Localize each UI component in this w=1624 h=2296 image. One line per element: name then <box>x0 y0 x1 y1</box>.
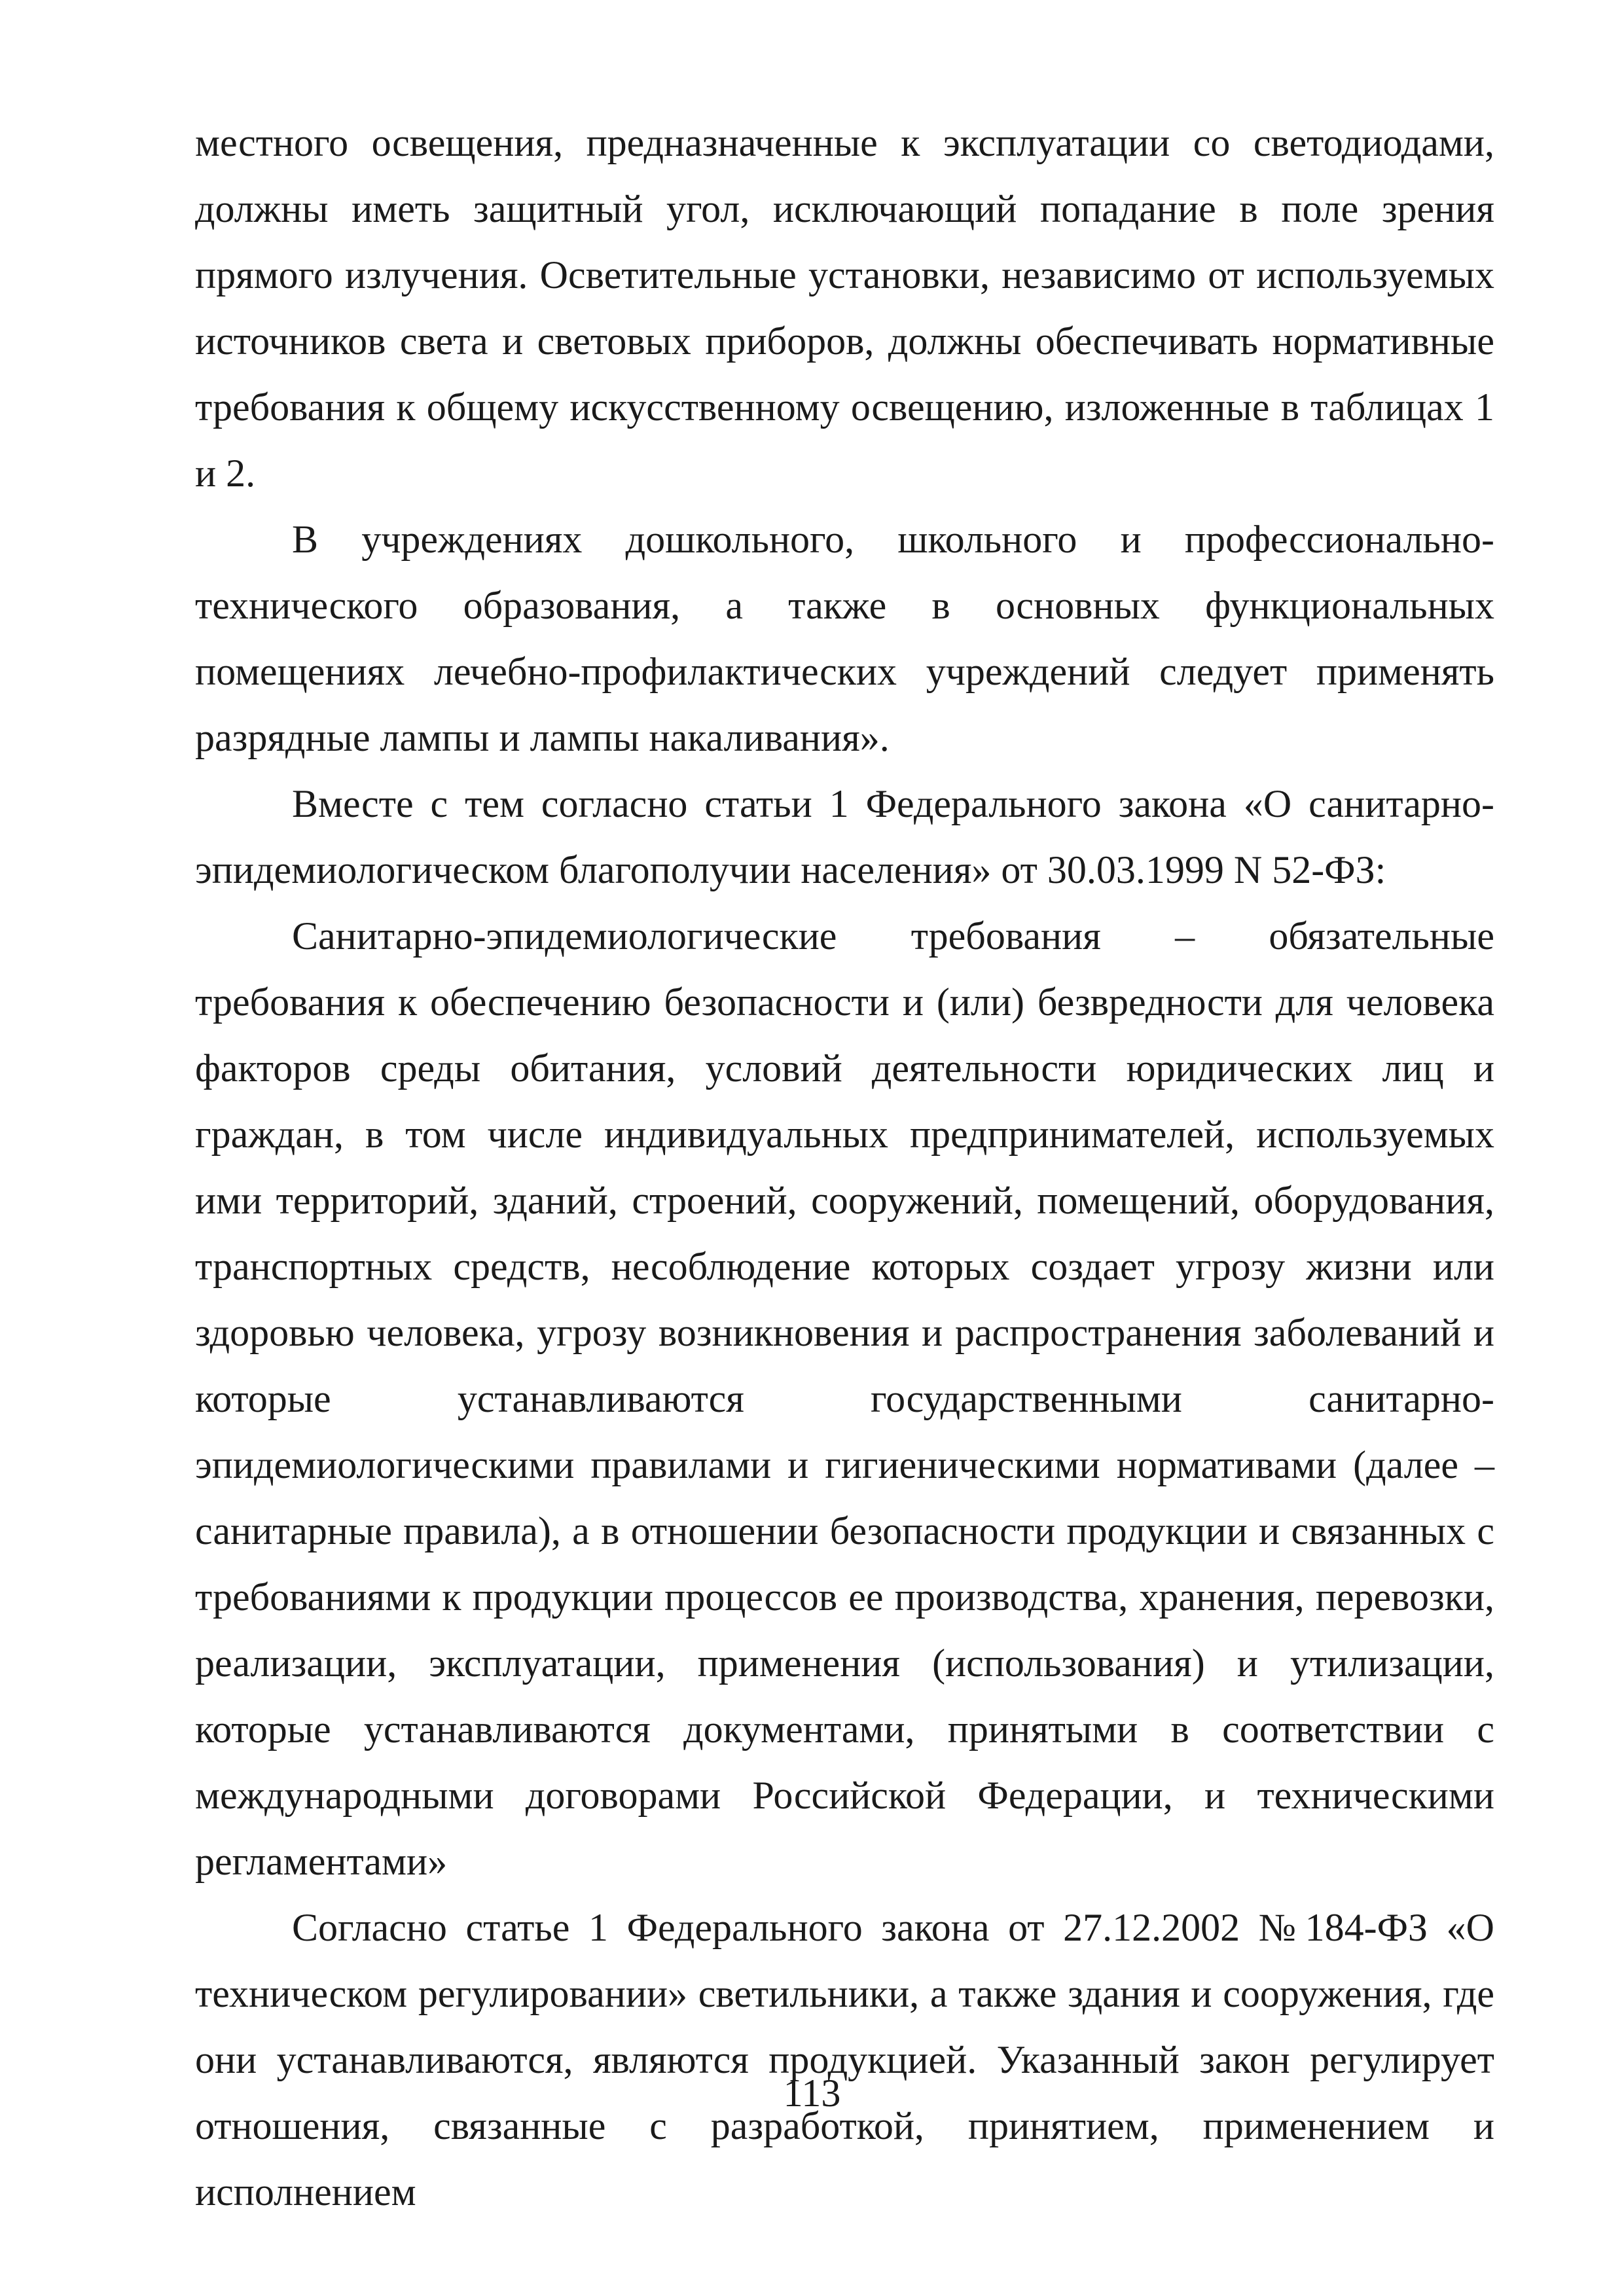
paragraph-federal-law-52fz: Вместе с тем согласно статьи 1 Федерального закона «О санитарно-эпидемиологическом благополучии населения» от 30.03.1999 N 52-ФЗ: <box>195 782 1494 891</box>
paragraph-lighting-requirements: местного освещения, предназначенные к эксплуатации со светодиодами, должны иметь защитный угол, исключающий попадание в поле зрения прямого излучения. Осветительные установки, независимо от используемых источников света и световых приборов, должны обеспечивать нормативные требования к общему искусственному освещению, изложенные в таблицах 1 и 2. <box>195 121 1494 495</box>
page-number: 113 <box>783 2072 841 2115</box>
paragraph-sanitary-requirements: Санитарно-эпидемиологические требования – обязательные требования к обеспечению безопасности и (или) безвредности для человека факторов среды обитания, условий деятельности юридических лиц и граждан, в том числе индивидуальных предпринимателей, используемых ими территорий, зданий, строений, сооружений, помещений, оборудования, транспортных средств, несоблюдение которых создает угрозу жизни или здоровью человека, угрозу возникновения и распространения заболеваний и которые устанавливаются государственными санитарно-эпидемиологическими правилами и гигиеническими нормативами (далее – санитарные правила), а в отношении безопасности продукции и связанных с требованиями к продукции процессов ее производства, хранения, перевозки, реализации, эксплуатации, применения (использования) и утилизации, которые устанавливаются документами, принятыми в соответствии с международными договорами Российской Федерации, и техническими регламентами» <box>195 914 1494 1883</box>
page-body <box>195 110 1494 2225</box>
paragraph-educational-institutions: В учреждениях дошкольного, школьного и профессионально-технического образования, а также в основных функциональных помещениях лечебно-профилактических учреждений следует применять разрядные лампы и лампы накаливания». <box>195 518 1494 759</box>
paragraph-technical-regulation: Согласно статье 1 Федерального закона от 27.12.2002 №184-ФЗ «О техническом регулировании» светильники, а также здания и сооружения, где они устанавливаются, являются продукцией. Указанный закон регулирует отношения, связанные с разработкой, принятием, применением и исполнением <box>195 1906 1494 2214</box>
